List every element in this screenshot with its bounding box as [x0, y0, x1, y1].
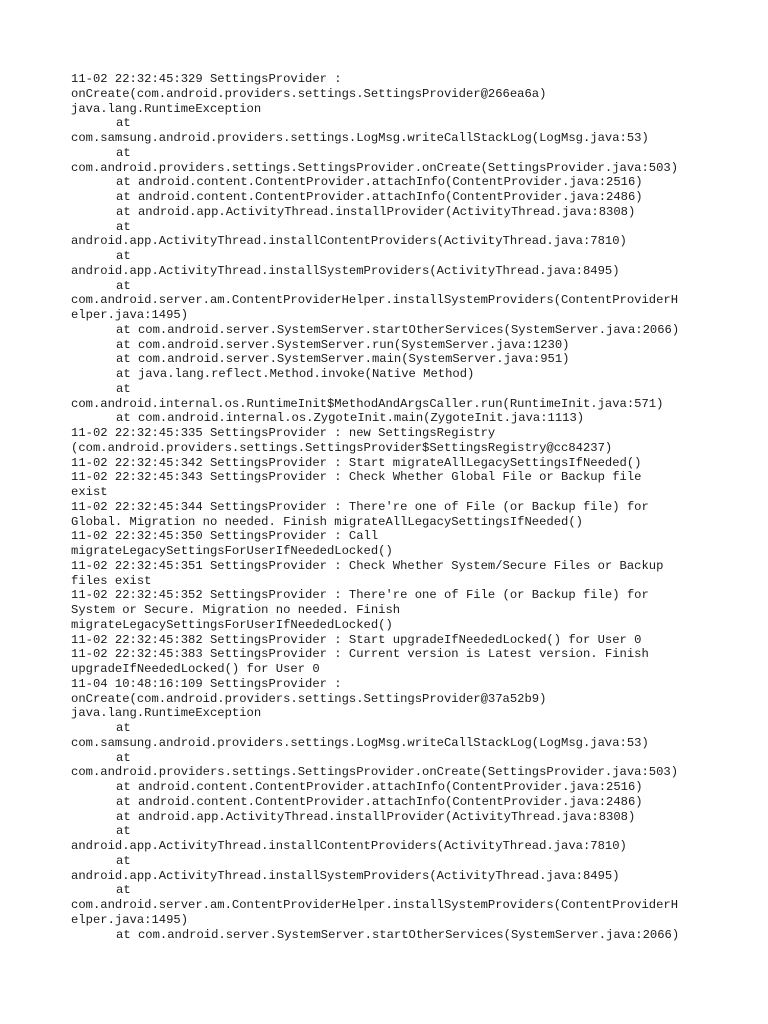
log-line: System or Secure. Migration no needed. Finish: [71, 603, 401, 617]
log-line: com.android.internal.os.RuntimeInit$MethodAndArgsCaller.run(RuntimeInit.java:571): [71, 396, 664, 411]
log-line: java.lang.RuntimeException: [71, 706, 262, 721]
log-line: 11-02 22:32:45:335 SettingsProvider : new SettingsRegistry: [71, 426, 496, 440]
log-line: 11-02 22:32:45:344 SettingsProvider : There're one of File (or Backup file) for: [71, 499, 649, 514]
log-line: com.samsung.android.providers.settings.LogMsg.writeCallStackLog(LogMsg.java:53): [71, 735, 649, 750]
stack-trace-line: at: [116, 116, 131, 131]
stack-trace-line: at: [116, 219, 131, 234]
log-line: com.android.providers.settings.SettingsProvider.onCreate(SettingsProvider.java:503): [71, 160, 679, 175]
log-line: Global. Migration no needed. Finish migrateAllLegacySettingsIfNeeded(): [71, 514, 583, 529]
stack-trace-line: at: [116, 381, 131, 396]
log-line: files exist: [71, 573, 152, 588]
log-line: android.app.ActivityThread.installContentProviders(ActivityThread.java:7810): [71, 234, 627, 249]
stack-trace-line: at android.content.ContentProvider.attachInfo(ContentProvider.java:2486): [116, 794, 643, 809]
stack-trace-line: at com.android.server.SystemServer.main(SystemServer.java:951): [116, 352, 570, 367]
log-line: 11-02 22:32:45:343 SettingsProvider : Check Whether Global File or Backup file: [71, 470, 642, 485]
stack-trace-line: at com.android.internal.os.ZygoteInit.main(ZygoteInit.java:1113): [116, 411, 585, 426]
log-line: elper.java:1495): [71, 912, 189, 927]
stack-trace-line: at: [116, 853, 131, 868]
log-line: android.app.ActivityThread.installContentProviders(ActivityThread.java:7810): [71, 839, 627, 853]
log-line: com.samsung.android.providers.settings.LogMsg.writeCallStackLog(LogMsg.java:53): [71, 131, 649, 145]
log-line: 11-02 22:32:45:383 SettingsProvider : Current version is Latest version. Finish: [71, 647, 649, 662]
log-line: onCreate(com.android.providers.settings.SettingsProvider@266ea6a): [71, 86, 547, 101]
log-line: 11-02 22:32:45:342 SettingsProvider : Start migrateAllLegacySettingsIfNeeded(): [71, 455, 642, 470]
stack-trace-line: at com.android.server.SystemServer.startOtherServices(SystemServer.java:2066): [116, 322, 680, 337]
log-line: migrateLegacySettingsForUserIfNeededLocked(): [71, 617, 393, 632]
stack-trace-line: at: [116, 145, 131, 160]
stack-trace-line: at java.lang.reflect.Method.invoke(Native Method): [116, 367, 475, 381]
stack-trace-line: at: [116, 278, 131, 293]
log-line: migrateLegacySettingsForUserIfNeededLocked(): [71, 544, 393, 558]
log-line: 11-04 10:48:16:109 SettingsProvider :: [71, 676, 342, 691]
stack-trace-line: at: [116, 883, 131, 898]
log-line: exist: [71, 485, 108, 499]
stack-trace-line: at android.app.ActivityThread.installProvider(ActivityThread.java:8308): [116, 204, 636, 219]
log-document: [71, 72, 711, 942]
log-line: 11-02 22:32:45:351 SettingsProvider : Check Whether System/Secure Files or Backup: [71, 558, 664, 573]
log-line: com.android.providers.settings.SettingsProvider.onCreate(SettingsProvider.java:503): [71, 765, 679, 780]
stack-trace-line: at android.content.ContentProvider.attachInfo(ContentProvider.java:2516): [116, 175, 643, 190]
log-line: (com.android.providers.settings.SettingsProvider$SettingsRegistry@cc84237): [71, 440, 613, 455]
log-line: com.android.server.am.ContentProviderHelper.installSystemProviders(ContentProviderH: [71, 898, 679, 912]
stack-trace-line: at com.android.server.SystemServer.run(SystemServer.java:1230): [116, 337, 570, 352]
stack-trace-line: at: [116, 249, 131, 263]
log-line: elper.java:1495): [71, 308, 189, 322]
stack-trace-line: at com.android.server.SystemServer.startOtherServices(SystemServer.java:2066): [116, 927, 680, 942]
stack-trace-line: at android.content.ContentProvider.attachInfo(ContentProvider.java:2486): [116, 190, 643, 204]
stack-trace-line: at android.content.ContentProvider.attachInfo(ContentProvider.java:2516): [116, 780, 643, 794]
log-line: android.app.ActivityThread.installSystemProviders(ActivityThread.java:8495): [71, 263, 620, 278]
log-line: 11-02 22:32:45:329 SettingsProvider :: [71, 72, 342, 86]
stack-trace-line: at android.app.ActivityThread.installProvider(ActivityThread.java:8308): [116, 809, 636, 824]
stack-trace-line: at: [116, 721, 131, 735]
log-line: 11-02 22:32:45:350 SettingsProvider : Call: [71, 529, 379, 544]
log-line: upgradeIfNeededLocked() for User 0: [71, 662, 320, 676]
log-line: android.app.ActivityThread.installSystemProviders(ActivityThread.java:8495): [71, 868, 620, 883]
log-line: 11-02 22:32:45:352 SettingsProvider : There're one of File (or Backup file) for: [71, 588, 649, 603]
stack-trace-line: at: [116, 824, 131, 839]
log-line: java.lang.RuntimeException: [71, 101, 262, 116]
stack-trace-line: at: [116, 750, 131, 765]
log-line: onCreate(com.android.providers.settings.SettingsProvider@37a52b9): [71, 691, 547, 706]
log-line: 11-02 22:32:45:382 SettingsProvider : Start upgradeIfNeededLocked() for User 0: [71, 632, 642, 647]
log-line: com.android.server.am.ContentProviderHelper.installSystemProviders(ContentProviderH: [71, 293, 679, 308]
